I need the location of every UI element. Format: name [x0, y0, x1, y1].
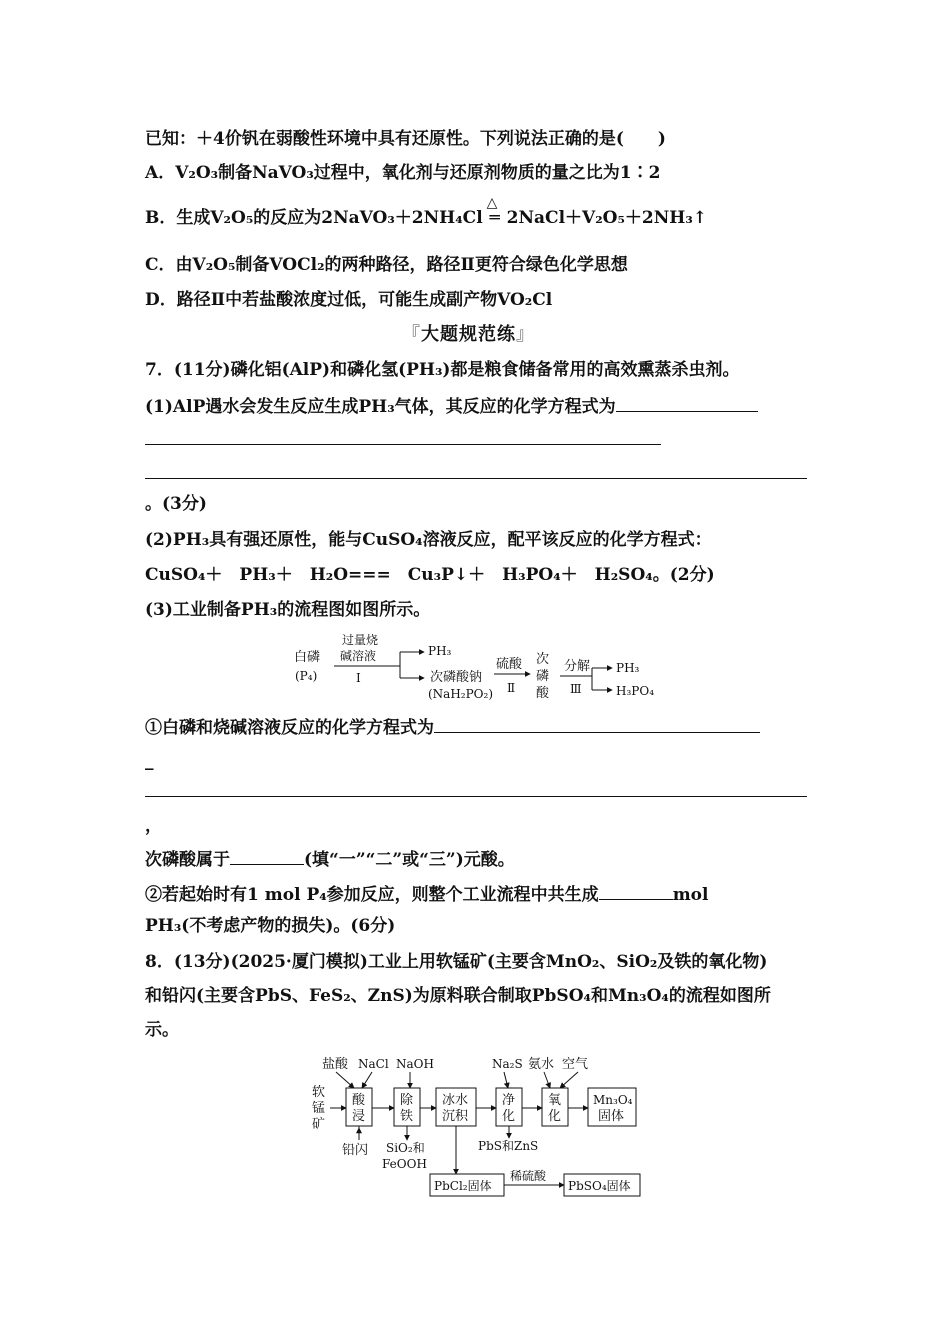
answer-blank[interactable] — [599, 881, 673, 900]
answer-blank[interactable] — [616, 393, 758, 412]
q7-part3-1-end: ， — [145, 816, 162, 836]
box3-line-1: 冰水 — [442, 1093, 469, 1108]
arrow-hcl — [336, 1072, 354, 1088]
white-phosphorus-label: 白磷 — [294, 650, 321, 665]
waste1-line-1: SiO₂和 — [386, 1141, 425, 1155]
q7-part3-1b: 次磷酸属于 (填“一”“二”或“三”)元酸。 — [145, 846, 515, 872]
arrow-nacl — [362, 1072, 372, 1088]
box4-char-1: 净 — [502, 1093, 516, 1108]
section-title-text: 大题规范练 — [421, 324, 516, 345]
q8-line3: 示。 — [145, 1020, 179, 1040]
delta-icon: △ — [486, 195, 498, 211]
q6-option-d[interactable]: D．路径Ⅱ中若盐酸浓度过低，可能生成副产物VO₂Cl — [145, 290, 553, 310]
reagent-na2s: Na₂S — [492, 1057, 523, 1071]
q7-part3-2: ②若起始时有1 mol P₄参加反应，则整个工业流程中共生成 mol — [145, 881, 708, 907]
q7-part1-end: 。(3分) — [145, 494, 207, 514]
p4-label: (P₄) — [295, 669, 318, 683]
reagent-nacl: NaCl — [358, 1057, 389, 1071]
q7-part3-1: ①白磷和烧碱溶液反应的化学方程式为 — [145, 714, 760, 740]
dilute-sulfuric-label: 稀硫酸 — [510, 1169, 547, 1183]
box3-line-2: 沉积 — [442, 1109, 469, 1124]
answer-blank[interactable] — [230, 846, 304, 865]
section-title — [402, 320, 535, 346]
lead-ore-label: 铅闪 — [342, 1143, 369, 1158]
q7-part3: (3)工业制备PH₃的流程图如图所示。 — [145, 600, 431, 620]
box4-char-2: 化 — [502, 1109, 516, 1124]
q6-option-b[interactable] — [145, 195, 708, 230]
step3-label: Ⅲ — [570, 682, 582, 696]
q8-line1: 8．(13分)(2025·厦门模拟)工业上用软锰矿(主要含MnO₂、SiO₂及铁的氧化物) — [145, 952, 768, 972]
step2-label: Ⅱ — [507, 681, 516, 695]
reagent-ammonia: 氨水 — [528, 1057, 555, 1072]
box2-char-1: 除 — [400, 1093, 414, 1108]
q7-part2: (2)PH₃具有强还原性，能与CuSO₄溶液反应，配平该反应的化学方程式： — [145, 530, 712, 550]
q7-part1: (1)AlP遇水会发生反应生成PH₃气体，其反应的化学方程式为 — [145, 393, 758, 419]
acid-char-1: 次 — [536, 652, 550, 667]
step1-label: Ⅰ — [356, 671, 361, 685]
product-ph3-2: PH₃ — [616, 661, 640, 675]
step1-reagent-top: 过量烧 — [342, 633, 379, 647]
reagent-air: 空气 — [562, 1057, 589, 1072]
product-h3po4: H₃PO₄ — [616, 684, 654, 698]
step2-reagent: 硫酸 — [496, 657, 523, 672]
answer-blank[interactable] — [434, 714, 760, 733]
sodium-hypophosphite-label: 次磷酸钠 — [430, 670, 483, 685]
box6-line-1: Mn₃O₄ — [593, 1093, 633, 1107]
step1-reagent-bottom: 碱溶液 — [340, 649, 377, 663]
q6-option-a[interactable]: A．V₂O₃制备NaVO₃过程中，氧化剂与还原剂物质的量之比为1∶2 — [145, 163, 661, 183]
raw-char-1: 软 — [312, 1085, 326, 1100]
q7-part3-1-mark: _ — [145, 751, 154, 771]
box2-char-2: 铁 — [400, 1109, 414, 1124]
q7-part3-2-end: PH₃(不考虑产物的损失)。(6分) — [145, 916, 396, 936]
q6-known-text: 已知：＋4价钒在弱酸性环境中具有还原性。下列说法正确的是( ) — [145, 129, 666, 149]
answer-line[interactable] — [145, 796, 807, 797]
bracket-right: 』 — [516, 324, 535, 345]
box1-char-2: 浸 — [352, 1109, 366, 1124]
box1-char-1: 酸 — [352, 1093, 366, 1108]
acid-char-3: 酸 — [536, 686, 550, 701]
pbso4-flow-diagram — [306, 1052, 650, 1200]
heat-condition: △ ═ — [483, 206, 507, 230]
nah2po2-label: (NaH₂PO₂) — [428, 687, 494, 701]
pbso4-label: PbSO₄固体 — [568, 1179, 631, 1193]
product-ph3-1: PH₃ — [428, 644, 452, 658]
q7-part2-equation: CuSO₄＋ PH₃＋ H₂O=== Cu₃P↓＋ H₃PO₄＋ H₂SO₄。(2分) — [145, 565, 715, 585]
step3-reagent: 分解 — [564, 659, 591, 674]
q8-line2: 和铅闪(主要含PbS、FeS₂、ZnS)为原料联合制取PbSO₄和Mn₃O₄的流程如图所 — [145, 986, 771, 1006]
acid-char-2: 磷 — [536, 669, 550, 684]
box6-line-2: 固体 — [598, 1109, 625, 1124]
pbcl2-label: PbCl₂固体 — [434, 1179, 492, 1193]
q6-option-c[interactable]: C．由V₂O₅制备VOCl₂的两种路径，路径Ⅱ更符合绿色化学思想 — [145, 255, 628, 275]
answer-line[interactable] — [145, 478, 807, 479]
reagent-naoh: NaOH — [396, 1057, 434, 1071]
waste1-line-2: FeOOH — [382, 1157, 427, 1171]
q6-option-b-left: B．生成V₂O₅的反应为2NaVO₃＋2NH₄Cl — [145, 208, 483, 228]
answer-line[interactable] — [145, 444, 661, 445]
reagent-hcl: 盐酸 — [322, 1057, 349, 1072]
raw-char-2: 锰 — [312, 1101, 326, 1116]
q7-stem: 7．(11分)磷化铝(AlP)和磷化氢(PH₃)都是粮食储备常用的高效熏蒸杀虫剂。 — [145, 360, 740, 380]
raw-char-3: 矿 — [312, 1117, 326, 1132]
ph3-flow-diagram — [290, 630, 670, 706]
arrow-air — [560, 1072, 578, 1088]
box5-char-1: 氧 — [548, 1093, 562, 1108]
box5-char-2: 化 — [548, 1109, 562, 1124]
bracket-left: 『 — [402, 324, 421, 345]
arrow-ammonia — [544, 1072, 550, 1088]
q6-option-b-right: 2NaCl＋V₂O₅＋2NH₃↑ — [506, 208, 708, 228]
arrow-na2s — [504, 1072, 508, 1088]
waste2-label: PbS和ZnS — [478, 1139, 539, 1153]
